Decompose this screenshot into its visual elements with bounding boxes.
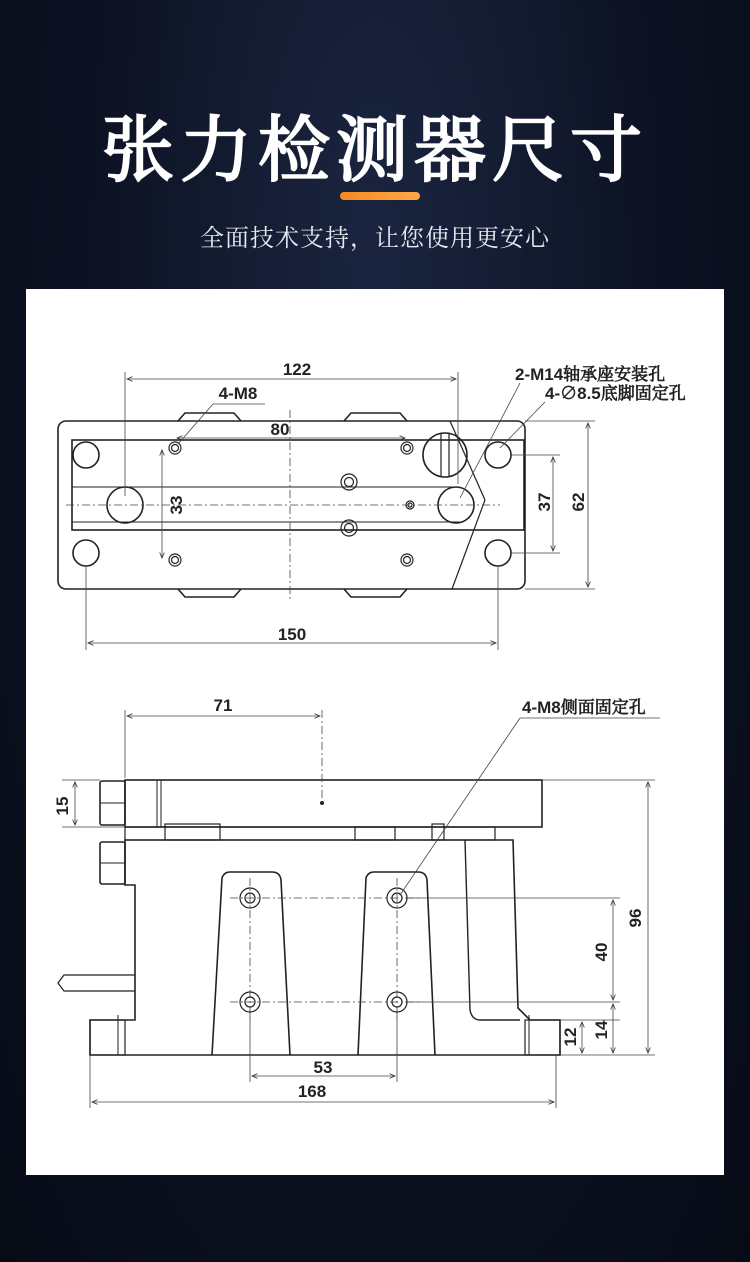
top-tab-right xyxy=(344,413,407,421)
foot-hole-tl xyxy=(73,442,99,468)
dim-53: 53 xyxy=(313,1058,333,1077)
main-body xyxy=(90,840,560,1055)
callout-bearing-holes: 2-M14轴承座安装孔 xyxy=(515,365,666,384)
top-plate xyxy=(125,780,542,827)
side-view-labels xyxy=(53,696,646,1101)
page-subtitle: 全面技术支持，让您使用更安心 xyxy=(200,224,550,252)
side-view xyxy=(58,780,560,1055)
title-accent-bar xyxy=(340,192,420,200)
dim-15: 15 xyxy=(53,796,72,816)
dim-80: 80 xyxy=(270,420,290,439)
foot-hole-bl xyxy=(73,540,99,566)
callout-side-holes: 4-M8侧面固定孔 xyxy=(522,698,646,717)
dim-71: 71 xyxy=(213,696,233,715)
foot-hole-tr xyxy=(485,442,511,468)
dim-62: 62 xyxy=(569,492,588,512)
label-4-m8: 4-M8 xyxy=(218,384,258,403)
bracket-right xyxy=(358,872,435,1055)
bracket-left xyxy=(212,872,290,1055)
dim-168: 168 xyxy=(297,1082,327,1101)
dim-12: 12 xyxy=(561,1027,580,1047)
dim-96: 96 xyxy=(626,908,645,928)
page-title: 张力检测器尺寸 xyxy=(101,108,648,192)
dim-40: 40 xyxy=(592,942,611,962)
dim-122: 122 xyxy=(282,360,312,379)
technical-drawing xyxy=(26,289,724,1175)
bottom-tab-right xyxy=(344,589,407,597)
dim-150: 150 xyxy=(277,625,307,644)
bottom-tab-left xyxy=(178,589,241,597)
foot-hole-br xyxy=(485,540,511,566)
top-view-labels xyxy=(167,360,686,644)
drawing-panel xyxy=(26,289,724,1175)
dim-37: 37 xyxy=(535,492,554,512)
dim-33: 33 xyxy=(167,495,186,515)
dim-14: 14 xyxy=(592,1020,611,1040)
cable xyxy=(58,975,135,991)
top-tab-left xyxy=(178,413,241,421)
callout-foot-holes: 4-∅8.5底脚固定孔 xyxy=(545,384,686,403)
